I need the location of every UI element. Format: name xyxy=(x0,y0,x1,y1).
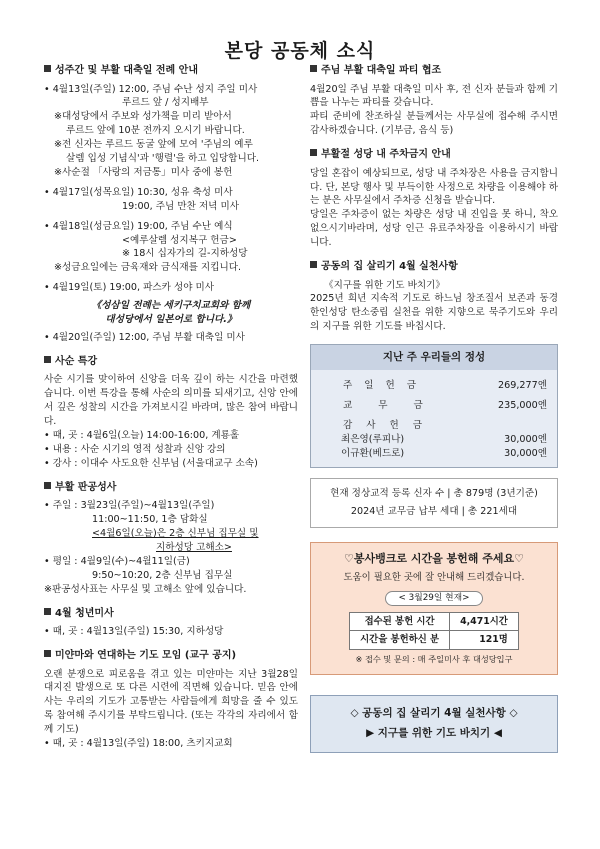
section-heading: 성주간 및 부활 대축일 전례 안내 xyxy=(55,65,198,76)
section-body: 2025년 희년 지속적 기도로 하느님 창조질서 보존과 동경한인성당 탄소중립 실천을 위한 지향으로 묵주기도와 우리의 지구를 위한 기도를 바칩시다. xyxy=(310,293,558,333)
section-heading: 4월 청년미사 xyxy=(55,607,114,619)
practice-line: ◇ 공동의 집 살리기 4월 실천사항 ◇ xyxy=(350,706,518,719)
detail-line: • 때, 곳 : 4월13일(주일) 18:00, 츠키지교회 xyxy=(44,738,233,750)
bullet-square-icon xyxy=(310,65,317,72)
schedule-line: • 4월20일(주일) 12:00, 주님 부활 대축일 미사 xyxy=(44,332,245,343)
offering-label: 교무금 xyxy=(343,400,449,412)
bank-value: 121명 xyxy=(450,631,519,650)
page-title: 본당 공동체 소식 xyxy=(224,40,376,62)
offering-value: 235,000엔 xyxy=(498,400,547,412)
section-heading: 부활절 성당 내 주차금지 안내 xyxy=(321,149,451,161)
easter-party-section xyxy=(310,64,558,138)
donor-value: 30,000엔 xyxy=(504,434,547,446)
schedule-line: • 4월17일(성목요일) 10:30, 성유 축성 미사 xyxy=(44,186,233,198)
schedule-line: <예루살렘 성지복구 헌금> xyxy=(122,234,237,246)
detail-line: 11:00~11:50, 1층 담화실 xyxy=(92,514,208,526)
detail-line: 지하성당 고해소> xyxy=(156,541,232,553)
table-row xyxy=(350,612,519,631)
schedule-line: • 4월18일(성금요일) 19:00, 주님 수난 예식 xyxy=(44,220,233,232)
donor-row xyxy=(325,447,547,461)
youth-mass-section xyxy=(44,607,298,639)
common-home-section xyxy=(310,260,558,334)
offering-row xyxy=(325,416,547,433)
volunteer-bank-box xyxy=(310,542,558,674)
offering-box xyxy=(310,344,558,468)
detail-line: • 주일 : 3월23일(주일)~4월13일(주일) xyxy=(44,500,215,512)
bullet-square-icon xyxy=(310,149,317,156)
detail-line: 9:50~10:20, 2층 신부님 집무실 xyxy=(92,569,233,581)
note-line: ※대성당에서 주보와 성가책을 미리 받아서 xyxy=(54,111,232,123)
right-column xyxy=(310,64,558,753)
note-line: ※전 신자는 루르드 동굴 앞에 모여 '주님의 예루 xyxy=(54,139,253,151)
offering-row xyxy=(325,376,547,396)
schedule-line: • 4월19일(토) 19:00, 파스카 성야 미사 xyxy=(44,282,215,294)
schedule-line: 19:00, 주님 만찬 저녁 미사 xyxy=(122,200,240,212)
detail-line: <4월6일(오늘)은 2층 신부님 집무실 및 xyxy=(92,528,259,540)
section-heading: 주님 부활 대축일 파티 협조 xyxy=(321,65,442,76)
myanmar-section xyxy=(44,649,298,751)
section-heading: 미얀마와 연대하는 기도 모임 (교구 공지) xyxy=(55,650,237,661)
note-line: 살렘 입성 기념식'과 '행렬'을 하고 입당합니다. xyxy=(66,153,260,165)
schedule-line: 루르드 앞 / 성지배부 xyxy=(122,97,209,109)
note-line: 루르드 앞에 10분 전까지 오시기 바랍니다. xyxy=(66,125,245,137)
note-line: ※성금요일에는 금육재와 금식재를 지킵니다. xyxy=(54,262,242,274)
section-body: 당일 혼잡이 예상되므로, 성당 내 주차장은 사용을 금지합니다. 단, 본당 행사 및 부득이한 사정으로 차량을 이용해야 하는 분은 사무실에서 주차증 신청을 받습니다. xyxy=(310,167,558,207)
section-body: 당일은 주차증이 없는 차량은 성당 내 진입을 못 하니, 착오 없으시기바라며, 성당 인근 유료주차장을 이용하시기 바랍니다. xyxy=(310,209,558,249)
japanese-liturgy-note: 《성삼일 전례는 세키구치교회와 함께 대성당에서 일본어로 합니다.》 xyxy=(91,300,251,326)
bullet-square-icon xyxy=(44,65,51,72)
bank-value: 4,471시간 xyxy=(450,612,519,631)
donor-name: 이규환(베드로) xyxy=(341,448,405,460)
section-heading: 사순 특강 xyxy=(55,355,98,367)
detail-line: • 때, 곳 : 4월6일(오늘) 14:00-16:00, 계룡홀 xyxy=(44,430,240,442)
section-body: 사순 시기를 맞이하여 신앙을 더욱 깊이 하는 시간을 마련했습니다. 이번 특강을 통해 사순의 의미를 되새기고, 신앙 안에서 깊은 성찰의 시간을 가져보시길 바라며, 많은 참여 바랍니다. xyxy=(44,374,298,428)
schedule-line: ※ 18시 십자가의 길-지하성당 xyxy=(122,248,248,260)
bank-label: 접수된 봉헌 시간 xyxy=(350,612,450,631)
section-body: 오랜 분쟁으로 피로움을 겪고 있는 미얀마는 지난 3월28일 대지진 발생으로 또 다른 시련에 직면해 있습니다. 믿음 안에 사는 우리의 기도가 고통받는 사람들에게 희망을 줄 수 있도록 참여해 주시기를 부탁드립니다. (또는 각각의 자리에서 함께 기도) xyxy=(44,668,298,736)
offering-label: 주일헌금 xyxy=(343,380,429,392)
section-heading: 부활 판공성사 xyxy=(55,481,117,493)
detail-line: • 내용 : 사순 시기의 영적 성찰과 신앙 강의 xyxy=(44,443,226,455)
detail-line: • 평일 : 4월9일(수)~4월11일(금) xyxy=(44,555,190,567)
bullet-square-icon xyxy=(44,608,51,615)
offering-label: 감사헌금 xyxy=(343,420,437,432)
lent-lecture-section xyxy=(44,355,298,471)
offering-row xyxy=(325,396,547,416)
bank-label: 시간을 봉헌하신 분 xyxy=(350,631,450,650)
donor-name: 최은영(루피나) xyxy=(341,434,405,446)
bank-date: < 3월29일 현재> xyxy=(385,591,482,606)
practice-box xyxy=(310,695,558,753)
schedule-line: • 4월13일(주일) 12:00, 주님 수난 성지 주일 미사 xyxy=(44,83,258,95)
note-line: ※사순절 「사랑의 저금통」미사 중에 봉헌 xyxy=(54,166,233,178)
bank-note: ※ 접수 및 문의 : 매 주일미사 후 대성당입구 xyxy=(355,653,513,664)
table-row xyxy=(350,631,519,650)
bullet-square-icon xyxy=(44,650,51,657)
bank-title: ♡봉사뱅크로 시간을 봉헌해 주세요♡ xyxy=(344,552,524,566)
donor-row xyxy=(325,433,547,447)
bullet-square-icon xyxy=(44,482,51,489)
bank-subtitle: 도움이 필요한 곳에 잘 안내해 드리겠습니다. xyxy=(343,572,525,584)
stats-line: 2024년 교무금 납부 세대 | 총 221세대 xyxy=(350,506,518,518)
offering-heading: 지난 주 우리들의 정성 xyxy=(311,345,557,370)
section-subtitle: 《지구를 위한 기도 바치기》 xyxy=(324,279,446,291)
note-line: ※판공성사표는 사무실 및 고해소 앞에 있습니다. xyxy=(44,583,247,595)
section-body: 파티 준비에 찬조하실 분들께서는 사무실에 접수해 주시면 감사하겠습니다. (기부금, 음식 등) xyxy=(310,111,558,137)
parish-stats-box xyxy=(310,478,558,528)
detail-line: • 때, 곳 : 4월13일(주일) 15:30, 지하성당 xyxy=(44,626,224,638)
bullet-square-icon xyxy=(44,356,51,363)
left-column xyxy=(44,64,298,761)
holy-week-section xyxy=(44,64,298,345)
section-heading: 공동의 집 살리기 4월 실천사항 xyxy=(321,261,458,273)
detail-line: • 강사 : 이대수 사도요한 신부님 (서울대교구 소속) xyxy=(44,457,258,469)
bank-table xyxy=(349,612,519,650)
bullet-square-icon xyxy=(310,261,317,268)
offering-value: 269,277엔 xyxy=(498,380,547,392)
parking-section xyxy=(310,148,558,250)
stats-line: 현재 정상교적 등록 신자 수 | 총 879명 (3년기준) xyxy=(330,487,538,499)
section-body: 4월20일 주님 부활 대축일 미사 후, 전 신자 분들과 함께 기쁨을 나누는 파티를 갖습니다. xyxy=(310,83,558,109)
confession-section xyxy=(44,481,298,597)
donor-value: 30,000엔 xyxy=(504,448,547,460)
practice-line: ▶ 지구를 위한 기도 바치기 ◀ xyxy=(366,726,502,739)
